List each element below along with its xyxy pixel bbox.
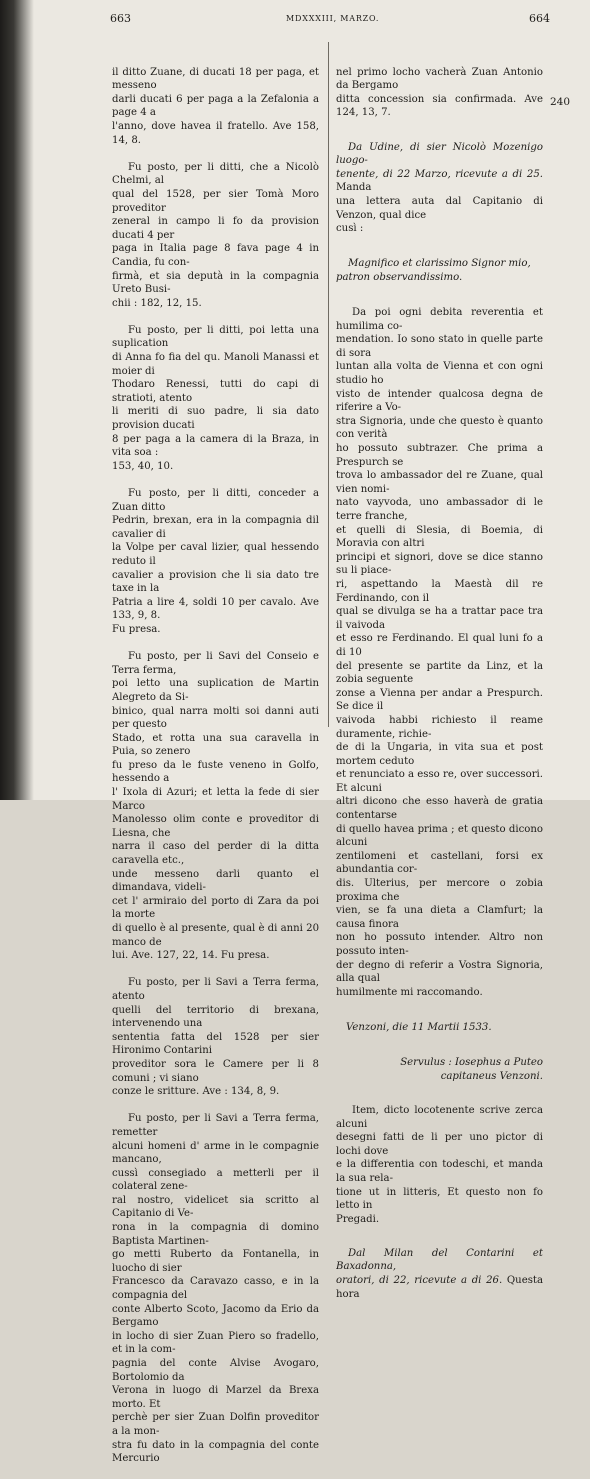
paragraph: Fu posto, per li Savi a Terra ferma, remetter alcuni homeni d' arme in le compagnie mancano, cussì consegiado a metterli per il colateral zene- ral nostro, videlicet sia scritto al Capitanio di Ve- rona in la compagnia di domino Baptista Martinen- go metti Ruberto da Fontanella, in luocho di sier Francesco da Caravazo casso, e in la compagnia del conte Alberto Scoto, Jacomo da Erio da Bergamo in locho di sier Zuan Piero so fradello, et in la com- pagnia del conte Alvise Avogaro, Bortolomio da Verona in luogo di Marzel da Brexa morto. Et perchè per sier Zuan Dolfin proveditor a la mon- stra fu dato in la compagnia del conte Mercurio (112, 1113, 319, 1465)
left-page-number: 663 (110, 12, 131, 25)
running-title: MDXXXIII, MARZO. (286, 14, 380, 23)
letter-body: Da poi ogni debita reverentia et humilima co- mendation. Io sono stato in quelle parte di sora luntan alla volta de Vienna et con ogni studio ho visto de intender qualcosa degna de riferire a Vo- stra Signoria, unde che questo è quanto con verità ho possuto subtrazer. Che prima a Prespurch se trova lo ambassador del re Zuane, qual vien nomi- nato vayvoda, uno ambassador di le terre franche, et quelli di Slesia, di Boemia, di Moravia con altri principi et signori, dove se dice stanno su li piace- ri, aspettando la Maestà dil re Ferdinando, con il qual se divulga se ha a trattar pace tra il vaivoda et esso re Ferdinando. El qual luni fo a di 10 del presente se partite da Linz, et la zobia seguente zonse a Vienna per andar a Prespurch. Se dice il vaivoda habbi richiesto il reame duramente, richie- de di la Ungaria, in vita sua et post mortem ceduto et renunciato a esso re, over successori. Et alcuni altri dicono che esso haverà de gratia contentarse di quello havea prima ; et questo dicono alcuni zentilomeni et castellani, forsi ex abundantia cor- dis. Ulterius, per mercore o zobia proxima che vien, se fa una dieta a Clamfurt; la causa finora non ho possuto intender. Altro non possuto inten- der degno di referir a Vostra Signoria, alla qual humilmente mi raccomando. (336, 307, 543, 998)
running-header (110, 12, 550, 28)
right-column (336, 52, 543, 1315)
paragraph: Fu posto, per li ditti, poi letta una suplication di Anna fo fia del qu. Manoli Manassi et moier di Thodaro Renessi, tutti do capi di stratioti, atento li meriti di suo padre, li sia dato provision ducati 8 per paga a la camera di la Braza, in vita soa : 153, 40, 10. (112, 324, 319, 472)
dispatch-heading (336, 1247, 543, 1301)
paragraph: Fu posto, per li Savi del Conseio e Terra ferma, poi letto una suplication de Martin Alegreto da Si- binico, qual narra molti soi danni auti per questo Stado, et rotta una sua caravella in Puia, so zenero fu preso da le fuste veneno in Golfo, hessendo a l' Ixola di Azuri; et letta la fede di sier Marco Manolesso olim conte e proveditor di Liesna, che narra il caso del perder di la ditta caravella etc., unde messeno darli quanto el dimandava, videli- cet l' armiraio del porto di Zara da poi la morte di quello è al presente, qual è di anni 20 manco de lui. Ave. 127, 22, 14. Fu presa. (112, 651, 319, 962)
paragraph: nel primo locho vacherà Zuan Antonio da Bergamo ditta concession sia confirmada. Ave 124, 13, 7. (336, 66, 543, 119)
letter-dateline: Venzoni, die 11 Martii 1533. (346, 1021, 492, 1033)
dispatch-heading-rest: Questa hora (336, 1275, 543, 1300)
left-column (112, 52, 319, 1479)
dispatch-heading-rest: Manda una lettera auta dal Capitanio di Venzon, qual dice cusì : (336, 182, 543, 235)
letter-signature: Servulus : Iosephus a Puteo capitaneus Venzoni. (400, 1057, 543, 1082)
right-page-number: 664 (529, 12, 550, 25)
dispatch-heading (336, 141, 543, 236)
paragraph: il ditto Zuane, di ducati 18 per paga, et messeno darli ducati 6 per paga a la Zefalonia a page 4 a l'anno, dove havea il fratello. Ave 158, 14, 8. (112, 66, 319, 146)
paragraph: Fu posto, per li ditti, conceder a Zuan ditto Pedrin, brexan, era in la compagnia dil cavalier di la Volpe per caval lizier, qual hessendo reduto il cavalier a provision che li sia dato tre taxe in la Patria a lire 4, soldi 10 per cavalo. Ave 133, 9, 8. Fu presa. (112, 488, 319, 635)
dispatch-heading-italic: Dal Milan del Contarini et Baxadonna, oratori, di 22, ricevute a di 26. (336, 1247, 543, 1287)
column-divider (328, 42, 329, 727)
letter-salutation: Magnifico et clarissimo Signor mio, patron observandissimo. (336, 258, 531, 283)
margin-number: 240 (550, 96, 571, 108)
paragraph: Item, dicto locotenente scrive zerca alcuni desegni fatti de li per uno pictor di lochi dove e la differentia con todeschi, et manda la sua rela- tione ut in litteris, Et questo non fo letto in Pregadi. (336, 1104, 543, 1225)
paragraph: Fu posto, per li ditti, che a Nicolò Chelmi, al qual del 1528, per sier Tomà Moro proveditor zeneral in campo li fo da provision ducati 4 per paga in Italia page 8 fava page 4 in Candia, fu con- firmà, et sia deputà in la compagnia Ureto Busi- chii : 182, 12, 15. (112, 161, 319, 309)
paragraph: Fu posto, per li Savi a Terra ferma, atento quelli del territorio di brexana, intervenendo una sententia fatta del 1528 per sier Hironimo Contarini proveditor sora le Camere per li 8 comuni ; vi siano conze le sritture. Ave : 134, 8, 9. (112, 977, 319, 1098)
dispatch-heading-italic: Da Udine, di sier Nicolò Mozenigo luogo- tenente, di 22 Marzo, ricevute a di 25. (336, 141, 543, 180)
